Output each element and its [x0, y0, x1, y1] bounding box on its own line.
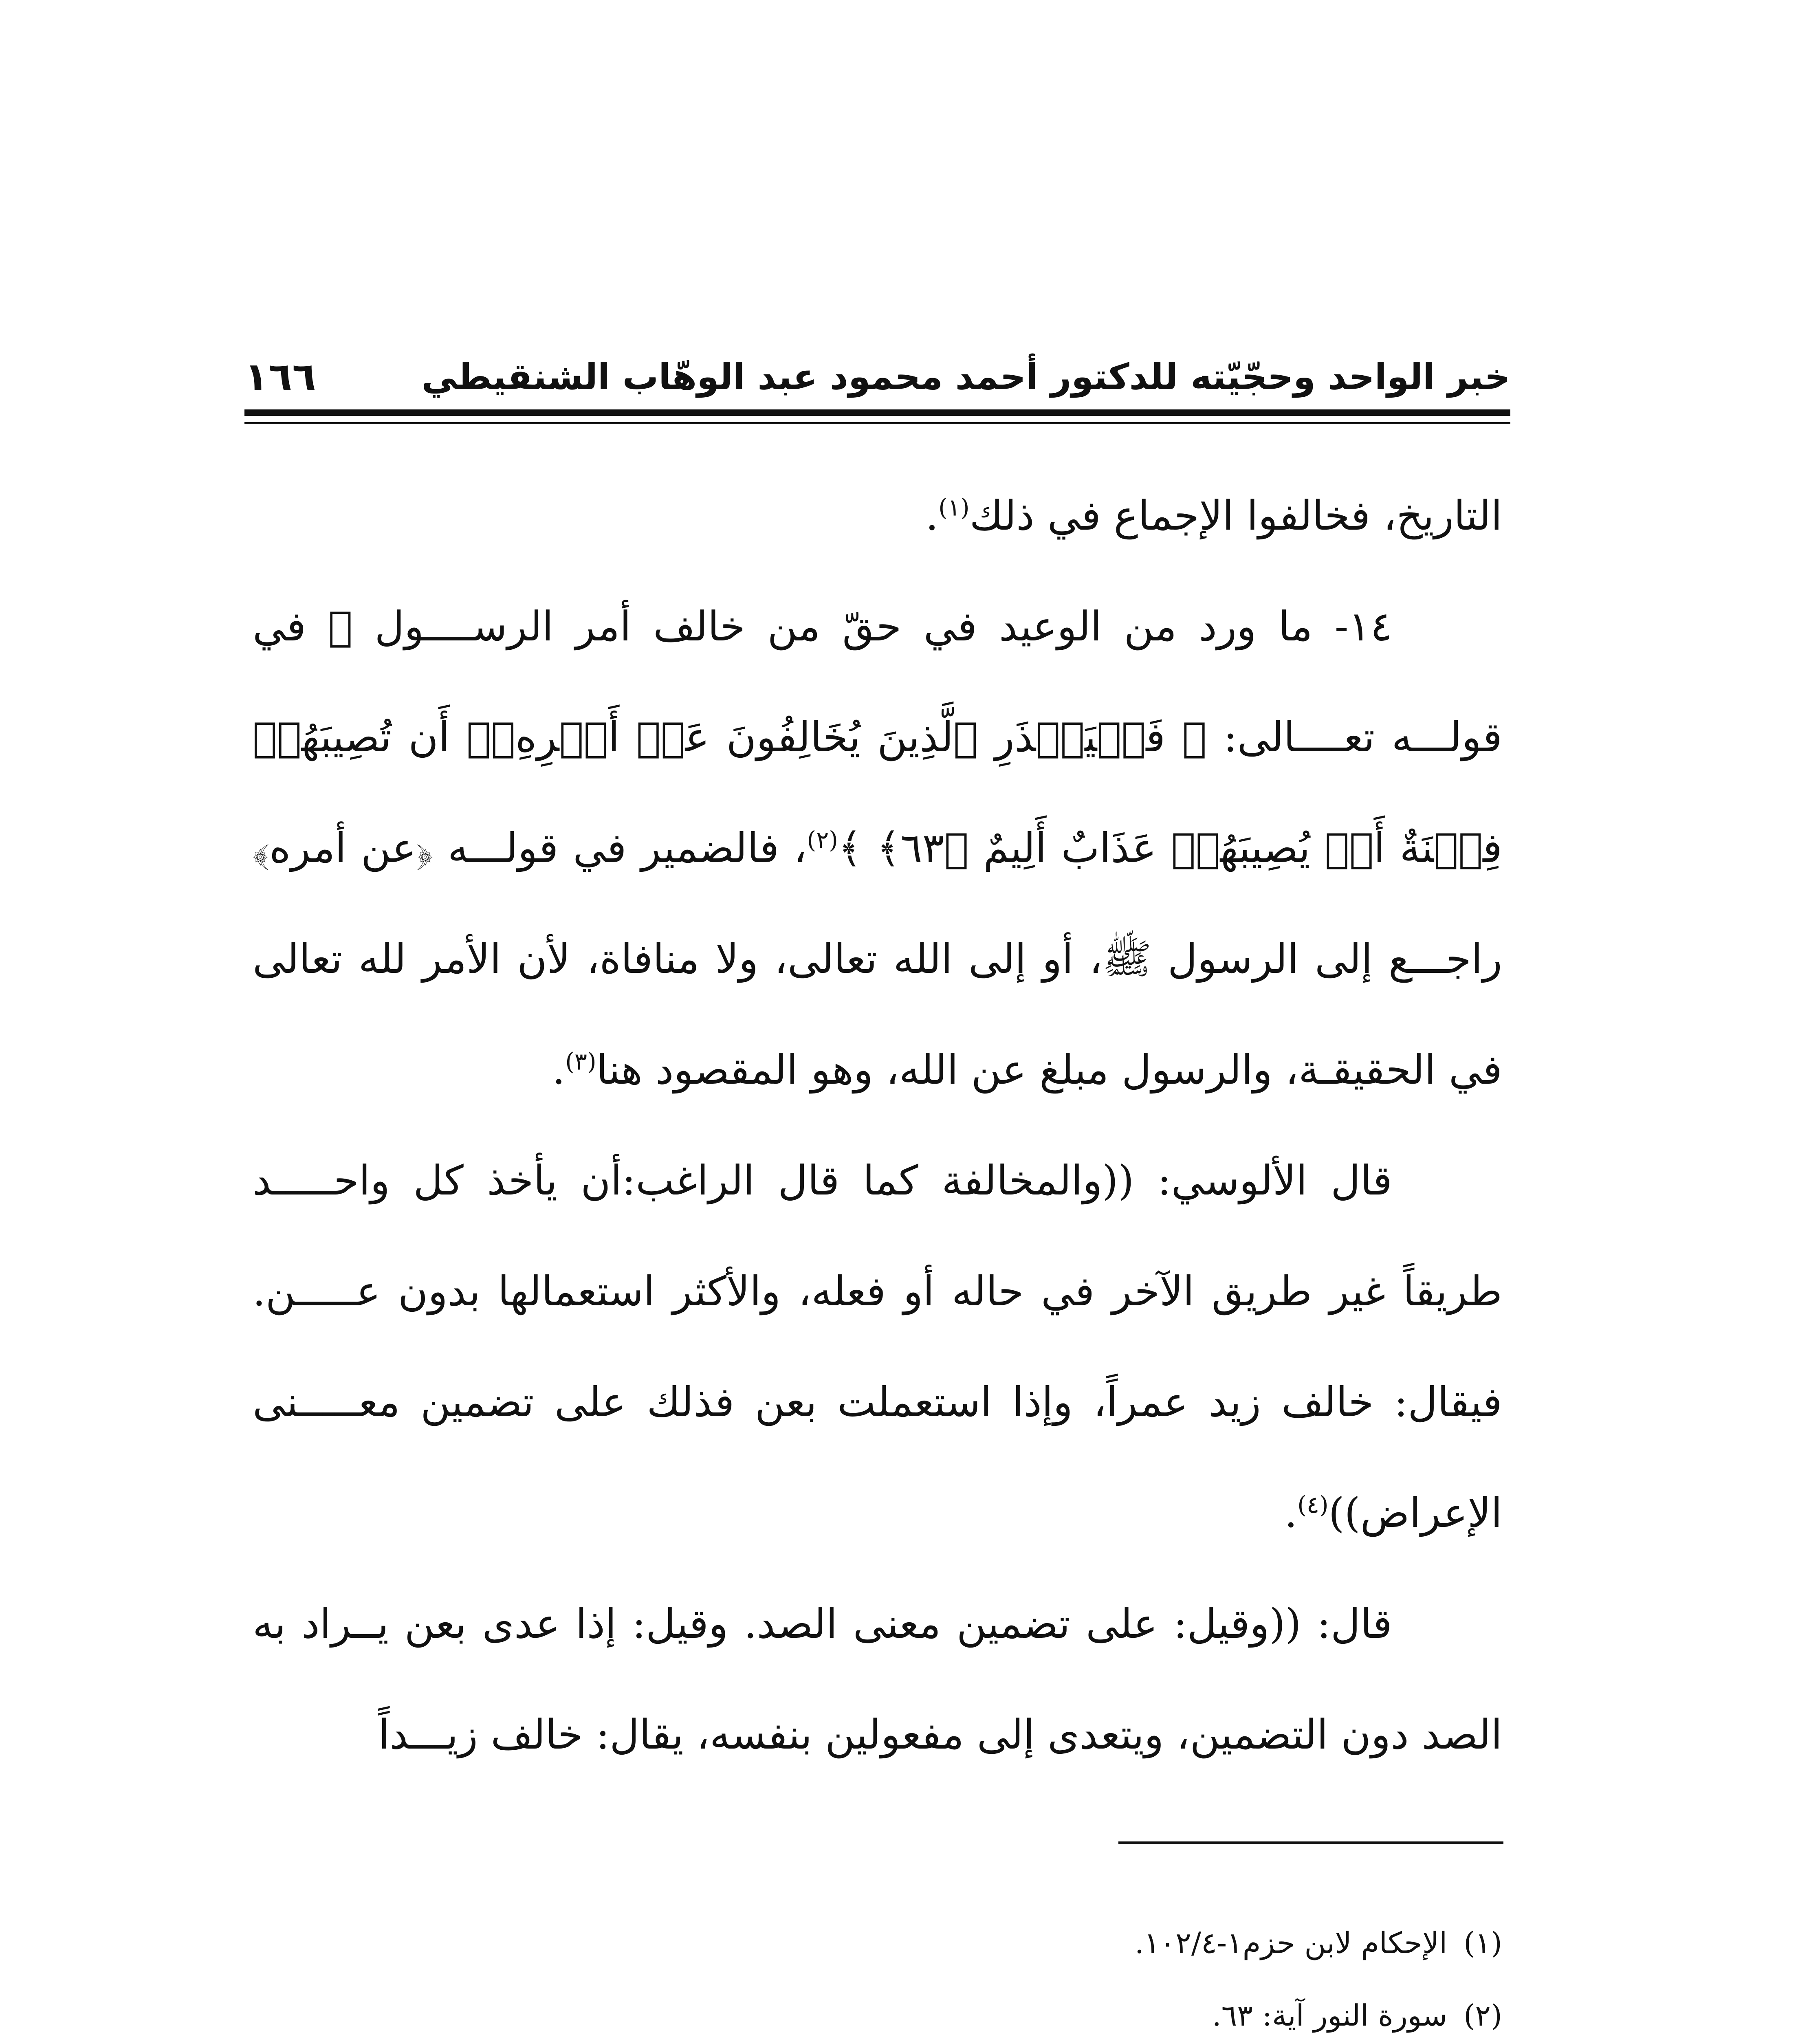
- footnote-text: الإحكام لابن حزم١-١٠٢/٤.: [1134, 1926, 1448, 1960]
- running-header-title: خبر الواحد وحجّيّته للدكتور أحمد محمود عبد الوهّاب الشنقيطي: [421, 356, 1510, 398]
- footnote-ref-2: (٢): [807, 826, 838, 854]
- paragraph-2-text: ١٤- ما ورد من الوعيد في حقّ من خالف أمر الرســــول ﷺ في قولـــه تعــــالى: ﴿ فَلۡيَحۡذَرِ ٱلَّذِينَ يُخَالِفُونَ عَنۡ أَمۡرِهِۦٓ أَن تُصِيبَهُمۡ فِتۡنَةٌ أَوۡ يُصِيبَهُمۡ عَذَابٌ أَلِيمٌ ﴿٦٣﴾ ﴾: [253, 603, 1503, 872]
- paragraph-2-cont: ، فالضمير في قولـــه ﴿عن أمره﴾ راجـــع إلى الرسول ﷺ، أو إلى الله تعالى، ولا منافاة، لأن الأمر لله تعالى في الحقيقـة، والرسول مبلغ عن الله، وهو المقصود هنا: [253, 824, 1502, 1093]
- footnote-text: سورة النور آية: ٦٣.: [1212, 1998, 1448, 2033]
- footnotes: [253, 1907, 1502, 2037]
- paragraph-1-text: التاريخ، فخالفوا الإجماع في ذلك: [969, 492, 1502, 539]
- main-text: [253, 460, 1502, 1790]
- running-header: [244, 346, 1510, 407]
- paragraph-4-text: قال: ((وقيل: على تضمين معنى الصد. وقيل: إذا عدى بعن يــراد به الصد دون التضمين، ويتعدى إلى مفعولين بنفسه، يقال: خالف زيـــداً: [253, 1600, 1502, 1758]
- paragraph-1: [253, 460, 1502, 571]
- footnote-ref-4: (٤): [1297, 1491, 1329, 1519]
- paragraph-3-end: .: [1284, 1489, 1298, 1537]
- paragraph-1-end: .: [925, 492, 939, 539]
- header-rule-thin: [244, 422, 1510, 424]
- paragraph-3-text: قال الألوسي: ((والمخالفة كما قال الراغب:أن يأخذ كل واحـــــد طريقاً غير طريق الآخر في حاله أو فعله، والأكثر استعمالها بدون عـــــن. فيقال: خالف زيد عمراً، وإذا استعملت بعن فذلك على تضمين معـــــنى الإعراض)): [253, 1157, 1502, 1537]
- paragraph-2: [253, 571, 1502, 1125]
- footnote-number: (٢): [1463, 1998, 1502, 2033]
- footnote-ref-1: (١): [938, 493, 970, 521]
- paragraph-4: [253, 1568, 1502, 1790]
- footnote-ref-3: (٣): [565, 1047, 596, 1076]
- footnote-2: [253, 1979, 1502, 2037]
- footnote-1: [253, 1907, 1502, 1979]
- header-rule-thick: [244, 409, 1510, 416]
- paragraph-2-end: .: [552, 1046, 566, 1093]
- paragraph-3: [253, 1125, 1502, 1568]
- footnote-separator: [1118, 1841, 1503, 1844]
- page-number: ١٦٦: [244, 354, 316, 400]
- footnote-number: (١): [1463, 1926, 1502, 1960]
